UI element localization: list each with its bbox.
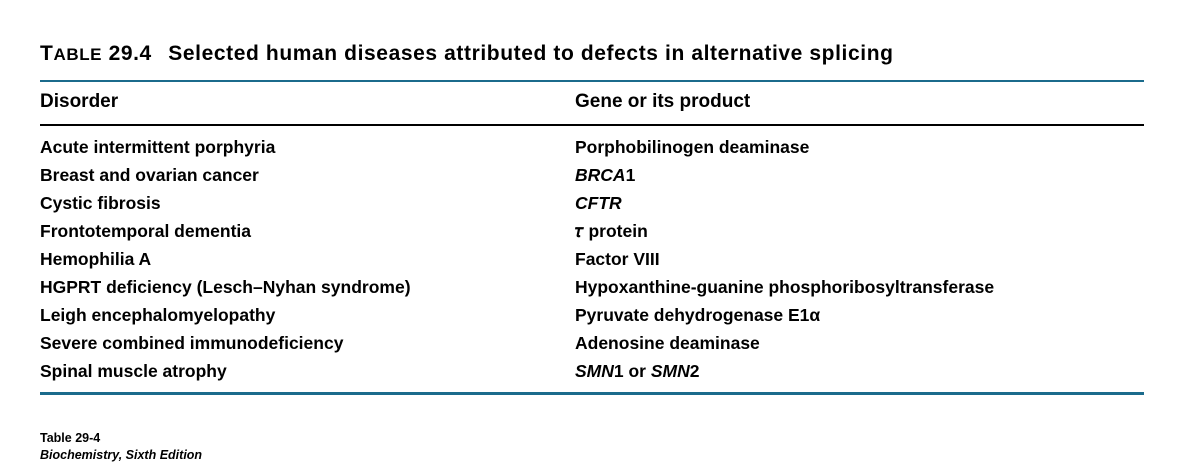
table-row xyxy=(40,246,1144,274)
cell-disorder: Spinal muscle atrophy xyxy=(40,361,227,381)
cell-disorder: Breast and ovarian cancer xyxy=(40,165,259,185)
table-caption xyxy=(40,0,1144,80)
table-row xyxy=(40,162,1144,190)
cell-gene: Hypoxanthine-guanine phosphoribosyltransferase xyxy=(575,277,995,297)
diseases-table-body xyxy=(40,126,1144,392)
table-label: TABLE xyxy=(40,42,103,65)
table-label-smallcaps: ABLE xyxy=(53,45,103,64)
table-number: 29.4 xyxy=(108,42,152,65)
column-header-disorder: Disorder xyxy=(40,91,119,112)
table-body xyxy=(40,126,1144,392)
source-book-title: Biochemistry, Sixth Edition xyxy=(40,448,203,463)
rule-bottom xyxy=(40,392,1144,395)
source-table-number: Table 29-4 xyxy=(40,431,101,446)
cell-gene: Pyruvate dehydrogenase E1α xyxy=(575,305,821,325)
cell-gene: Factor VIII xyxy=(575,249,660,269)
table-row xyxy=(40,302,1144,330)
cell-disorder: Acute intermittent porphyria xyxy=(40,137,276,157)
table-row xyxy=(40,274,1144,302)
cell-disorder: Frontotemporal dementia xyxy=(40,221,251,241)
cell-disorder: Severe combined immunodeficiency xyxy=(40,333,344,353)
table-row xyxy=(40,330,1144,358)
cell-disorder: Cystic fibrosis xyxy=(40,193,161,213)
cell-disorder: HGPRT deficiency (Lesch–Nyhan syndrome) xyxy=(40,277,411,297)
table-row xyxy=(40,126,1144,162)
cell-gene: BRCA1 xyxy=(575,165,636,185)
cell-gene: Porphobilinogen deaminase xyxy=(575,137,810,157)
table-row xyxy=(40,218,1144,246)
column-header-gene: Gene or its product xyxy=(575,91,751,112)
cell-gene: SMN1 or SMN2 xyxy=(575,361,700,381)
figure-source-note xyxy=(40,430,202,464)
table-title-text: Selected human diseases attributed to defects in alternative splicing xyxy=(168,42,894,65)
cell-gene: 𝜏 protein xyxy=(575,221,648,241)
table-header-row xyxy=(40,82,1144,124)
cell-disorder: Leigh encephalomyelopathy xyxy=(40,305,276,325)
cell-gene: CFTR xyxy=(575,193,622,213)
cell-gene: Adenosine deaminase xyxy=(575,333,760,353)
diseases-table xyxy=(40,82,1144,124)
cell-disorder: Hemophilia A xyxy=(40,249,152,269)
table-row xyxy=(40,358,1144,393)
table-row xyxy=(40,190,1144,218)
